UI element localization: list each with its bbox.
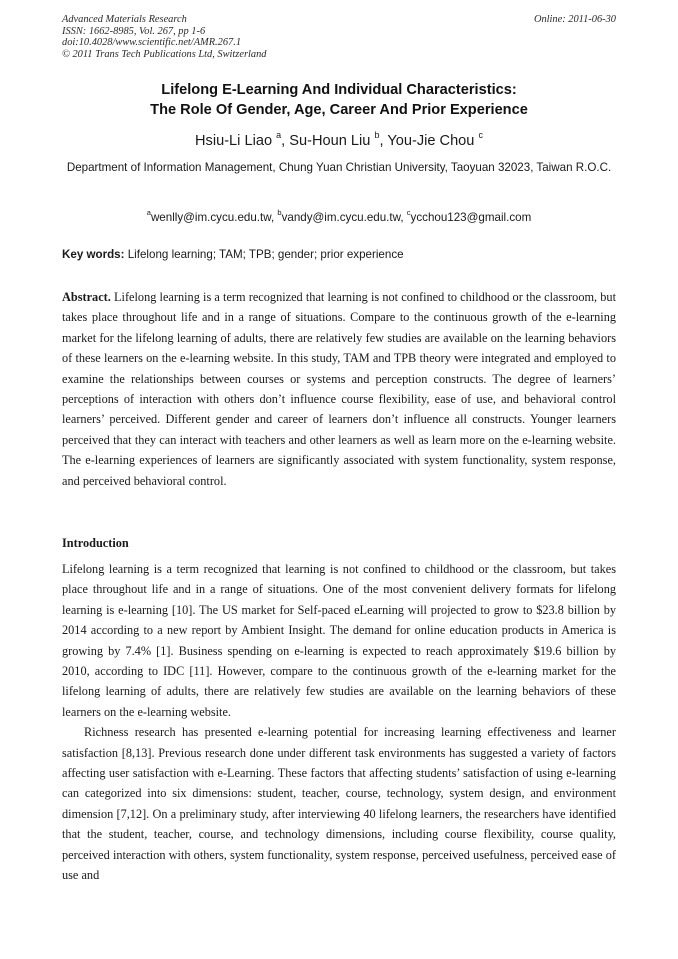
keywords-label: Key words: xyxy=(62,248,125,261)
abstract-label: Abstract. xyxy=(62,290,111,304)
abstract-text: Lifelong learning is a term recognized that learning is not confined to childhood or the classroom, but takes place throughout life and in a range of situations. Compare to the continuous growth of the e-learning market for the lifelong learning of adults, there are relatively few studies are available on the learning behaviors of these learners on the e-learning website. In this study, TAM and TPB theory were integrated and employed to examine the relationships between courses or systems and perception constructs. The degree of learners’ perceptions of interaction with others don’t influence course flexibility, ease of use, and behavioral control learners’ perceived. Different gender and career of learners don’t influence all constructs. Younger learners perceived that they can interact with teachers and other learners as well as learn more on the e-learning website. The e-learning experiences of learners are significantly associated with system functionality, system response, and perceived behavioral control. xyxy=(62,290,616,488)
intro-paragraph-1: Lifelong learning is a term recognized that learning is not confined to childhood or the classroom, but takes place throughout life and in a range of situations. One of the most convenient delivery formats for lifelong learning is e-learning [10]. The US market for Self-paced eLearning will projected to grow to $23.8 billion by 2014 according to a new report by Ambient Insight. The demand for online education products in America is growing by 7.4% [1]. Business spending on e-learning is expected to reach approximately $19.6 billion by 2010, according to IDC [11]. However, compare to the continuous growth of the e-learning market for the lifelong learning of adults, there are relatively few studies are available on the learning behaviors of these learners on the e-learning website. xyxy=(62,562,616,719)
author-name: Hsiu-Li Liao xyxy=(195,132,273,149)
email-mark: b xyxy=(277,208,282,217)
author-name: You-Jie Chou xyxy=(387,132,475,149)
abstract xyxy=(62,287,616,491)
introduction-body xyxy=(62,559,616,886)
paper-title xyxy=(62,80,616,120)
issn-line: ISSN: 1662-8985, Vol. 267, pp 1-6 xyxy=(62,25,206,37)
author-affil-mark: b xyxy=(374,130,380,140)
doi-line: doi:10.4028/www.scientific.net/AMR.267.1 xyxy=(62,37,242,49)
email-mark: a xyxy=(146,208,151,217)
email-a[interactable]: wenlly@im.cycu.edu.tw, xyxy=(150,210,275,224)
title-line-2: The Role Of Gender, Age, Career And Prior Experience xyxy=(150,102,528,118)
journal-header xyxy=(62,14,616,60)
title-line-1: Lifelong E-Learning And Individual Characteristics: xyxy=(161,82,517,98)
section-heading-introduction: Introduction xyxy=(62,536,129,550)
author-name: Su-Houn Liu xyxy=(289,132,371,149)
author-affil-mark: a xyxy=(276,130,282,140)
author-emails xyxy=(62,204,616,228)
author-affil-mark: c xyxy=(478,130,483,140)
copyright-line: © 2011 Trans Tech Publications Ltd, Switzerland xyxy=(62,48,267,60)
affiliation: Department of Information Management, Chung Yuan Christian University, Taoyuan 32023, Taiwan R.O.C. xyxy=(66,161,612,174)
email-c[interactable]: ycchou123@gmail.com xyxy=(410,210,532,224)
email-b[interactable]: vandy@im.cycu.edu.tw, xyxy=(281,210,404,224)
online-date: Online: 2011-06-30 xyxy=(533,14,616,25)
email-mark: c xyxy=(406,208,411,217)
intro-paragraph-2: Richness research has presented e-learning potential for increasing learning effectiveness and learner satisfaction [8,13]. Previous research done under different task environments has suggested a variety of factors affecting user satisfaction with e-Learning. These factors that affecting students’ satisfaction of using e-learning can categorized into six dimensions: student, teacher, course, technology, system design, and environment dimension [7,12]. On a preliminary study, after interviewing 40 lifelong learners, the researchers have identified that the student, teacher, course, and technology dimensions, including course flexibility, course quality, perceived interaction with others, system functionality, system response, perceived usefulness, perceived ease of use and xyxy=(62,725,616,883)
author-list: Hsiu-Li Liao $^a$, Su-Houn Liu $^b$, You-Jie Chou $^c$ xyxy=(195,130,483,149)
keywords xyxy=(62,245,616,265)
keywords-text: Lifelong learning; TAM; TPB; gender; prior experience xyxy=(127,248,404,261)
journal-name: Advanced Materials Research xyxy=(62,14,187,25)
